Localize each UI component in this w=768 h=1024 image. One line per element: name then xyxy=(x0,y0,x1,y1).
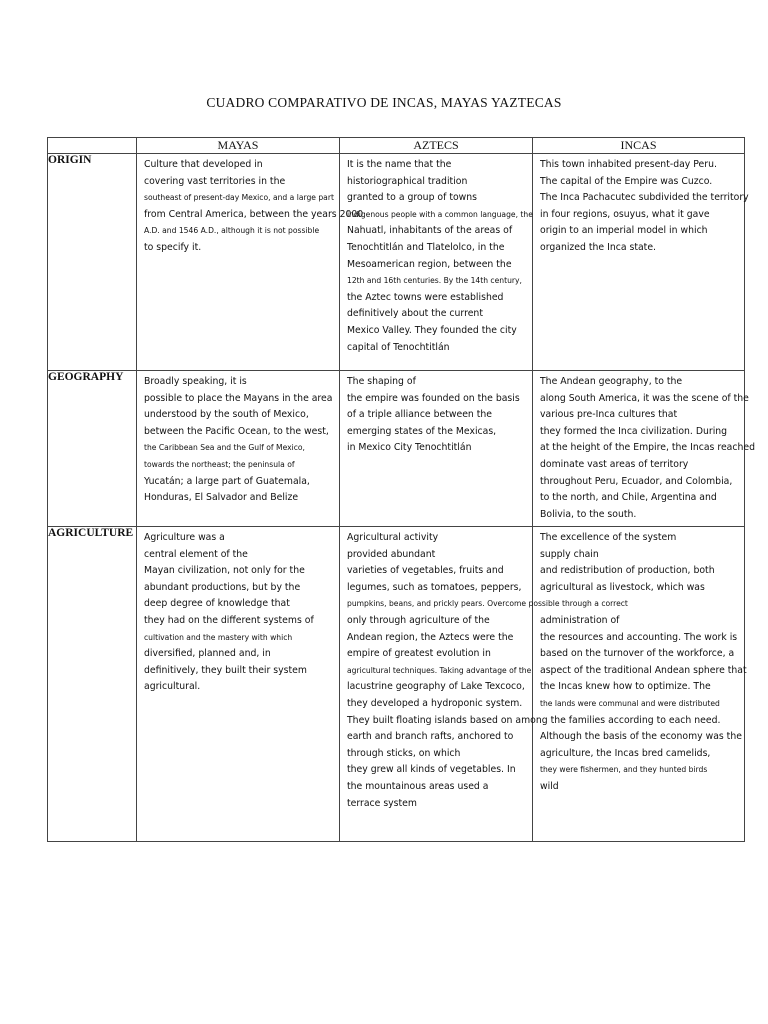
cell-text-line: agricultural as livestock, which was xyxy=(540,581,705,593)
cell-text-line: abundant productions, but by the xyxy=(144,581,301,593)
cell-text-line: central element of the xyxy=(144,548,248,560)
cell-text-line: understood by the south of Mexico, xyxy=(144,409,309,421)
cell-text-line: Mexico Valley. They founded the city xyxy=(347,324,517,336)
header-corner xyxy=(48,138,137,154)
cell-text-line: They built floating islands based on among the families according to each need. xyxy=(347,714,721,726)
cell-text-line: possible to place the Mayans in the area xyxy=(144,392,333,404)
cell-text-line: Honduras, El Salvador and Belize xyxy=(144,492,299,504)
cell-text-line: they had on the different systems of xyxy=(144,614,314,626)
cell-text-line: cultivation and the mastery with which xyxy=(144,632,293,642)
cell-text-line: It is the name that the xyxy=(347,159,452,170)
cell-text-line: Yucatán; a large part of Guatemala, xyxy=(144,475,310,487)
cell-text-line: to the north, and Chile, Argentina and xyxy=(540,492,717,504)
cell-text-line: the Aztec towns were established xyxy=(347,291,504,303)
cell-text-line: in four regions, osuyus, what it gave xyxy=(540,208,710,220)
cell-text-line: definitively about the current xyxy=(347,308,483,320)
cell-text-line: and redistribution of production, both xyxy=(540,565,715,577)
cell-text-line: they were fishermen, and they hunted birds xyxy=(540,765,708,775)
cell-agriculture-mayas xyxy=(137,527,340,842)
cell-text-line: The shaping of xyxy=(347,376,416,387)
table-row-origin xyxy=(48,154,745,371)
row-label-origin: ORIGIN xyxy=(48,154,137,371)
cell-text-line: organized the Inca state. xyxy=(540,241,656,253)
document-title: CUADRO COMPARATIVO DE INCAS, MAYAS YAZTECAS xyxy=(206,95,562,110)
cell-text-line: only through agriculture of the xyxy=(347,614,490,626)
cell-text-line: agricultural. xyxy=(144,681,201,693)
cell-text-line: emerging states of the Mexicas, xyxy=(347,425,497,437)
cell-text-line: the lands were communal and were distributed xyxy=(540,698,720,708)
cell-text-line: The Andean geography, to the xyxy=(540,376,683,387)
cell-text-line: they formed the Inca civilization. During xyxy=(540,425,728,437)
cell-text-line: capital of Tenochtitlán xyxy=(347,341,450,353)
cell-text-line: pumpkins, beans, and prickly pears. Overcome possible through a correct xyxy=(347,599,628,609)
cell-text-line: 12th and 16th centuries. By the 14th century, xyxy=(347,276,522,286)
cell-text-line: agricultural techniques. Taking advantage of the xyxy=(347,665,532,675)
cell-origin-incas xyxy=(533,154,749,371)
cell-text-line: deep degree of knowledge that xyxy=(144,598,290,610)
cell-text-line: Broadly speaking, it is xyxy=(144,376,247,387)
cell-text-line: earth and branch rafts, anchored to xyxy=(347,731,514,743)
cell-text-line: varieties of vegetables, fruits and xyxy=(347,565,504,577)
cell-geography-incas xyxy=(533,371,756,527)
cell-geography-aztecs xyxy=(340,371,533,527)
cell-text-line: This town inhabited present-day Peru. xyxy=(540,159,717,170)
table-row-agriculture xyxy=(48,527,745,842)
cell-text-line: Agriculture was a xyxy=(144,532,225,543)
cell-text-line: Mesoamerican region, between the xyxy=(347,258,512,270)
cell-text-line: covering vast territories in the xyxy=(144,175,286,187)
cell-text-line: at the height of the Empire, the Incas reached xyxy=(540,442,756,454)
comparison-table xyxy=(47,137,756,842)
cell-geography-mayas xyxy=(137,371,340,527)
cell-text-line: historiographical tradition xyxy=(347,175,468,187)
cell-text-line: throughout Peru, Ecuador, and Colombia, xyxy=(540,475,733,487)
cell-text-line: the mountainous areas used a xyxy=(347,780,489,792)
cell-text-line: The capital of the Empire was Cuzco. xyxy=(540,175,713,187)
cell-text-line: Nahuatl, inhabitants of the areas of xyxy=(347,225,513,237)
header-aztecs: AZTECS xyxy=(340,138,533,154)
cell-text-line: indigenous people with a common language, the xyxy=(347,209,533,219)
cell-text-line: agriculture, the Incas bred camelids, xyxy=(540,747,711,759)
cell-text-line: Culture that developed in xyxy=(144,159,263,170)
table-header-row xyxy=(48,138,745,154)
table-row-geography xyxy=(48,371,745,527)
cell-text-line: Bolivia, to the south. xyxy=(540,508,637,520)
cell-text-line: The excellence of the system xyxy=(540,532,677,543)
row-label-geography: GEOGRAPHY xyxy=(48,371,137,527)
cell-text-line: along South America, it was the scene of the xyxy=(540,392,749,404)
cell-text-line: terrace system xyxy=(347,797,417,809)
cell-text-line: of a triple alliance between the xyxy=(347,409,493,421)
header-incas: INCAS xyxy=(533,138,745,154)
header-mayas: MAYAS xyxy=(137,138,340,154)
cell-origin-mayas xyxy=(137,154,364,371)
cell-text-line: Mayan civilization, not only for the xyxy=(144,565,305,577)
cell-text-line: empire of greatest evolution in xyxy=(347,648,491,660)
cell-text-line: origin to an imperial model in which xyxy=(540,225,708,237)
cell-text-line: definitively, they built their system xyxy=(144,664,307,676)
cell-origin-aztecs xyxy=(340,154,533,371)
cell-text-line: supply chain xyxy=(540,548,599,560)
cell-text-line: to specify it. xyxy=(144,241,202,253)
cell-text-line: aspect of the traditional Andean sphere that xyxy=(540,664,747,676)
cell-text-line: based on the turnover of the workforce, a xyxy=(540,648,735,660)
cell-text-line: towards the northeast; the peninsula of xyxy=(144,459,295,469)
cell-text-line: through sticks, on which xyxy=(347,747,461,759)
cell-text-line: from Central America, between the years 2000 xyxy=(144,208,364,220)
cell-text-line: Andean region, the Aztecs were the xyxy=(347,631,514,643)
cell-agriculture-incas xyxy=(533,527,745,842)
cell-text-line: southeast of present-day Mexico, and a large part xyxy=(144,193,334,203)
cell-text-line: wild xyxy=(540,780,559,792)
cell-text-line: granted to a group of towns xyxy=(347,192,478,204)
cell-text-line: dominate vast areas of territory xyxy=(540,458,689,470)
cell-text-line: Tenochtitlán and Tlatelolco, in the xyxy=(347,241,505,253)
cell-text-line: administration of xyxy=(540,614,620,626)
cell-text-line: provided abundant xyxy=(347,548,436,560)
cell-text-line: the Incas knew how to optimize. The xyxy=(540,681,711,693)
row-label-agriculture: AGRICULTURE xyxy=(48,527,137,842)
cell-text-line: The Inca Pachacutec subdivided the territory xyxy=(540,192,749,204)
cell-text-line: between the Pacific Ocean, to the west, xyxy=(144,425,329,437)
cell-text-line: diversified, planned and, in xyxy=(144,648,271,660)
cell-text-line: in Mexico City Tenochtitlán xyxy=(347,442,472,454)
cell-text-line: legumes, such as tomatoes, peppers, xyxy=(347,581,522,593)
cell-text-line: lacustrine geography of Lake Texcoco, xyxy=(347,681,525,693)
cell-text-line: Agricultural activity xyxy=(347,532,439,543)
cell-text-line: they developed a hydroponic system. xyxy=(347,697,523,709)
cell-text-line: A.D. and 1546 A.D., although it is not possible xyxy=(144,226,320,236)
cell-text-line: Although the basis of the economy was the xyxy=(540,731,742,743)
cell-text-line: the Caribbean Sea and the Gulf of Mexico, xyxy=(144,443,305,453)
cell-text-line: the empire was founded on the basis xyxy=(347,392,520,404)
cell-text-line: they grew all kinds of vegetables. In xyxy=(347,764,516,776)
cell-text-line: various pre-Inca cultures that xyxy=(540,409,678,421)
cell-text-line: the resources and accounting. The work is xyxy=(540,631,738,643)
